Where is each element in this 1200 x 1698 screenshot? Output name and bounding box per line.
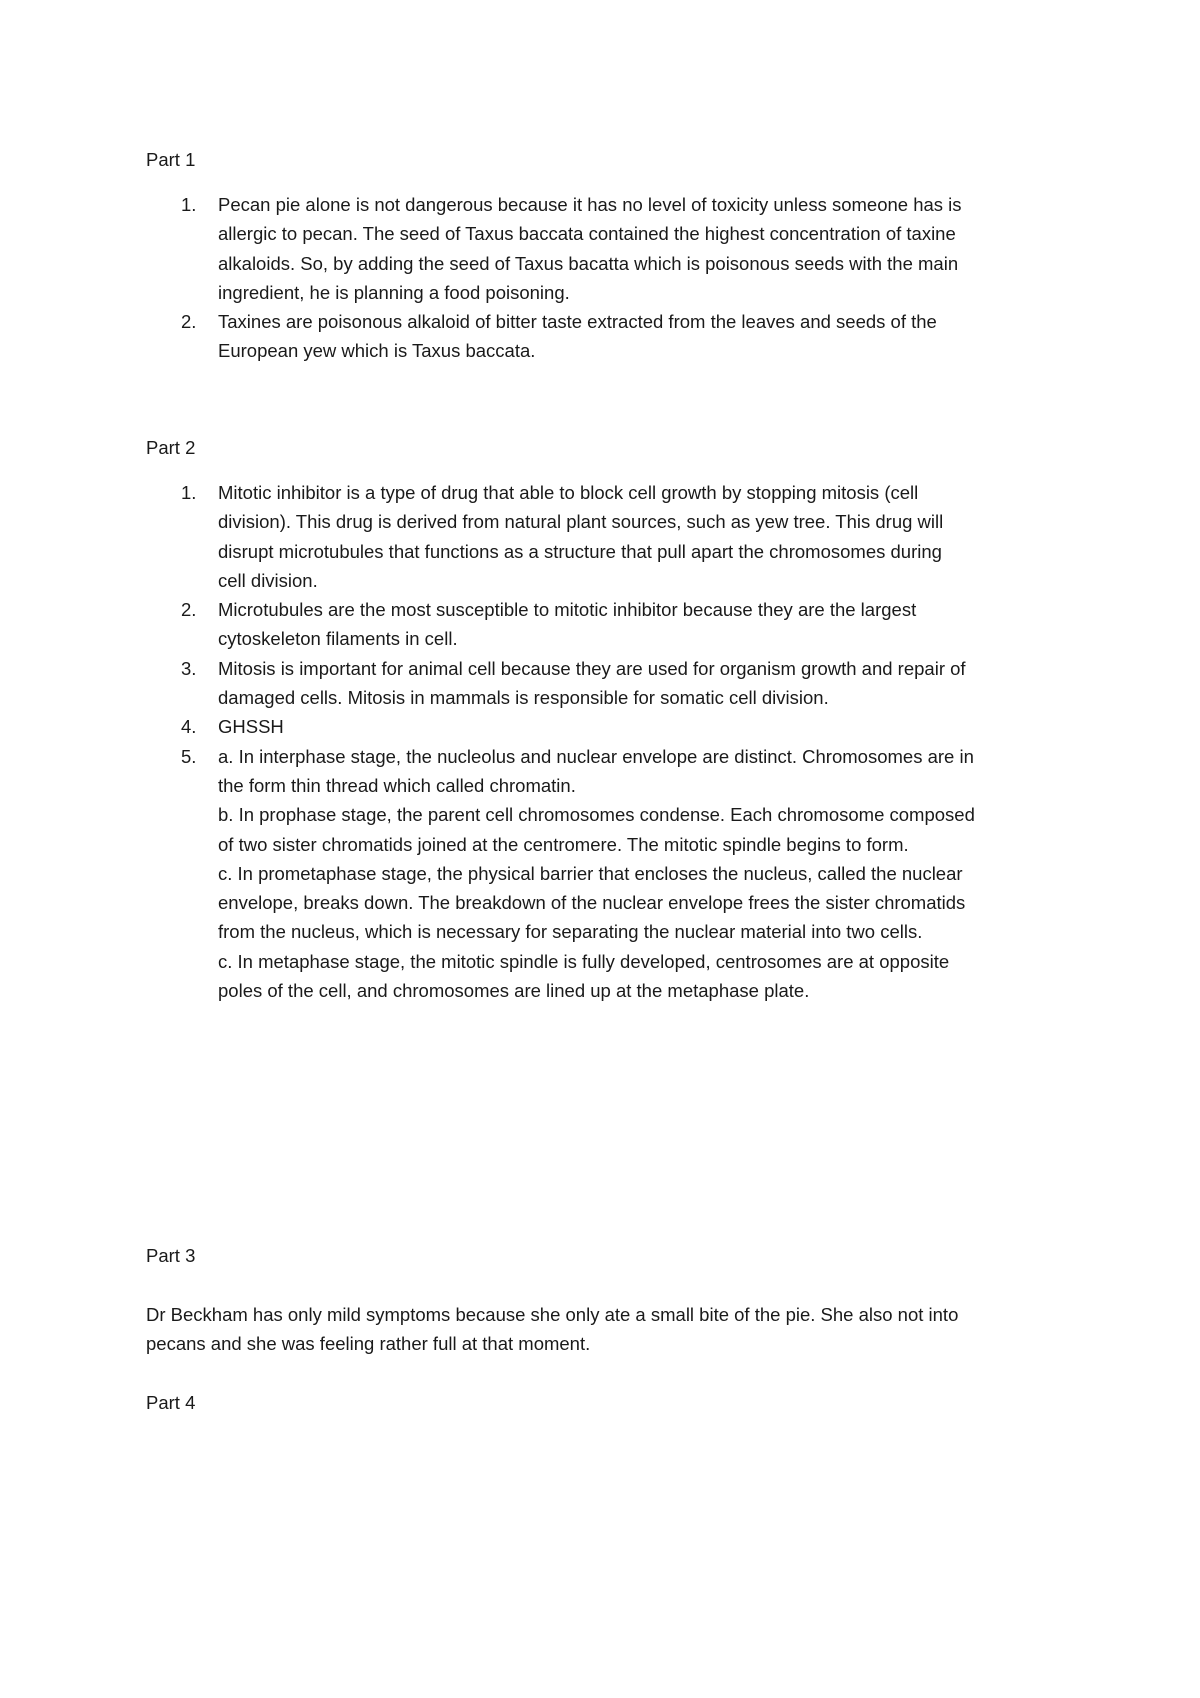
- list-item-number: 5.: [181, 745, 197, 767]
- list-item-line: cell division.: [218, 569, 318, 591]
- list-item-line: from the nucleus, which is necessary for separating the nuclear material into two cells.: [218, 921, 923, 943]
- part2-section: [146, 433, 1066, 462]
- list-item-line: the form thin thread which called chromatin.: [218, 774, 576, 796]
- part3-line: Dr Beckham has only mild symptoms because she only ate a small bite of the pie. She also not into: [146, 1304, 959, 1325]
- list-item: [146, 190, 1066, 307]
- list-item-line: envelope, breaks down. The breakdown of the nuclear envelope frees the sister chromatids: [218, 892, 966, 914]
- list-item-line: c. In metaphase stage, the mitotic spindle is fully developed, centrosomes are at opposite: [218, 950, 950, 972]
- list-item-number: 3.: [181, 657, 197, 679]
- list-item-line: a. In interphase stage, the nucleolus and nuclear envelope are distinct. Chromosomes are in: [218, 745, 974, 767]
- list-item: [146, 654, 1066, 713]
- list-item-line: Mitosis is important for animal cell because they are used for organism growth and repair of: [218, 657, 966, 679]
- list-item-line: division). This drug is derived from natural plant sources, such as yew tree. This drug will: [218, 511, 944, 533]
- part4-heading: Part 4: [146, 1392, 196, 1413]
- list-item-line: poles of the cell, and chromosomes are lined up at the metaphase plate.: [218, 980, 810, 1002]
- part3-section: [146, 1241, 1066, 1270]
- list-item-line: Pecan pie alone is not dangerous because it has no level of toxicity unless someone has is: [218, 194, 962, 215]
- list-item-number: 1.: [181, 482, 197, 503]
- part1-list-block: [146, 190, 1066, 366]
- part3-heading: Part 3: [146, 1245, 196, 1266]
- part3-line: pecans and she was feeling rather full at that moment.: [146, 1333, 591, 1355]
- list-item-line: of two sister chromatids joined at the centromere. The mitotic spindle begins to form.: [218, 833, 909, 855]
- list-item-line: c. In prometaphase stage, the physical barrier that encloses the nucleus, called the nuclear: [218, 862, 963, 884]
- list-item-line: damaged cells. Mitosis in mammals is responsible for somatic cell division.: [218, 687, 829, 709]
- part2-heading: Part 2: [146, 437, 196, 458]
- list-item-line: cytoskeleton filaments in cell.: [218, 628, 458, 650]
- part2-list-block: [146, 478, 1066, 1005]
- part1-list: [146, 190, 1066, 366]
- list-item-number: 2.: [181, 311, 197, 333]
- part3-paragraph-block: [146, 1300, 1066, 1359]
- list-item: [146, 478, 1066, 595]
- part2-list: [146, 478, 1066, 1005]
- list-item-line: Microtubules are the most susceptible to mitotic inhibitor because they are the largest: [218, 599, 917, 621]
- list-item-line: Mitotic inhibitor is a type of drug that able to block cell growth by stopping mitosis (cell: [218, 482, 919, 503]
- list-item-line: disrupt microtubules that functions as a structure that pull apart the chromosomes during: [218, 540, 942, 562]
- list-item-line: European yew which is Taxus baccata.: [218, 340, 536, 362]
- list-item-number: 2.: [181, 599, 197, 621]
- list-item-line: GHSSH: [218, 716, 284, 738]
- part1-section: [146, 145, 1066, 174]
- list-item-number: 4.: [181, 716, 197, 738]
- list-item-number: 1.: [181, 194, 197, 215]
- part1-heading: Part 1: [146, 149, 196, 170]
- part4-section: [146, 1388, 1066, 1417]
- list-item: [146, 307, 1066, 366]
- part3-paragraph: [146, 1300, 1066, 1359]
- list-item-line: ingredient, he is planning a food poisoning.: [218, 281, 570, 303]
- list-item-line: allergic to pecan. The seed of Taxus baccata contained the highest concentration of taxine: [218, 223, 956, 245]
- list-item-line: b. In prophase stage, the parent cell chromosomes condense. Each chromosome composed: [218, 804, 975, 826]
- list-item-line: Taxines are poisonous alkaloid of bitter taste extracted from the leaves and seeds of the: [218, 311, 937, 333]
- list-item: [146, 712, 1066, 741]
- list-item-line: alkaloids. So, by adding the seed of Taxus bacatta which is poisonous seeds with the main: [218, 252, 959, 274]
- list-item: [146, 595, 1066, 654]
- list-item: [146, 742, 1066, 1006]
